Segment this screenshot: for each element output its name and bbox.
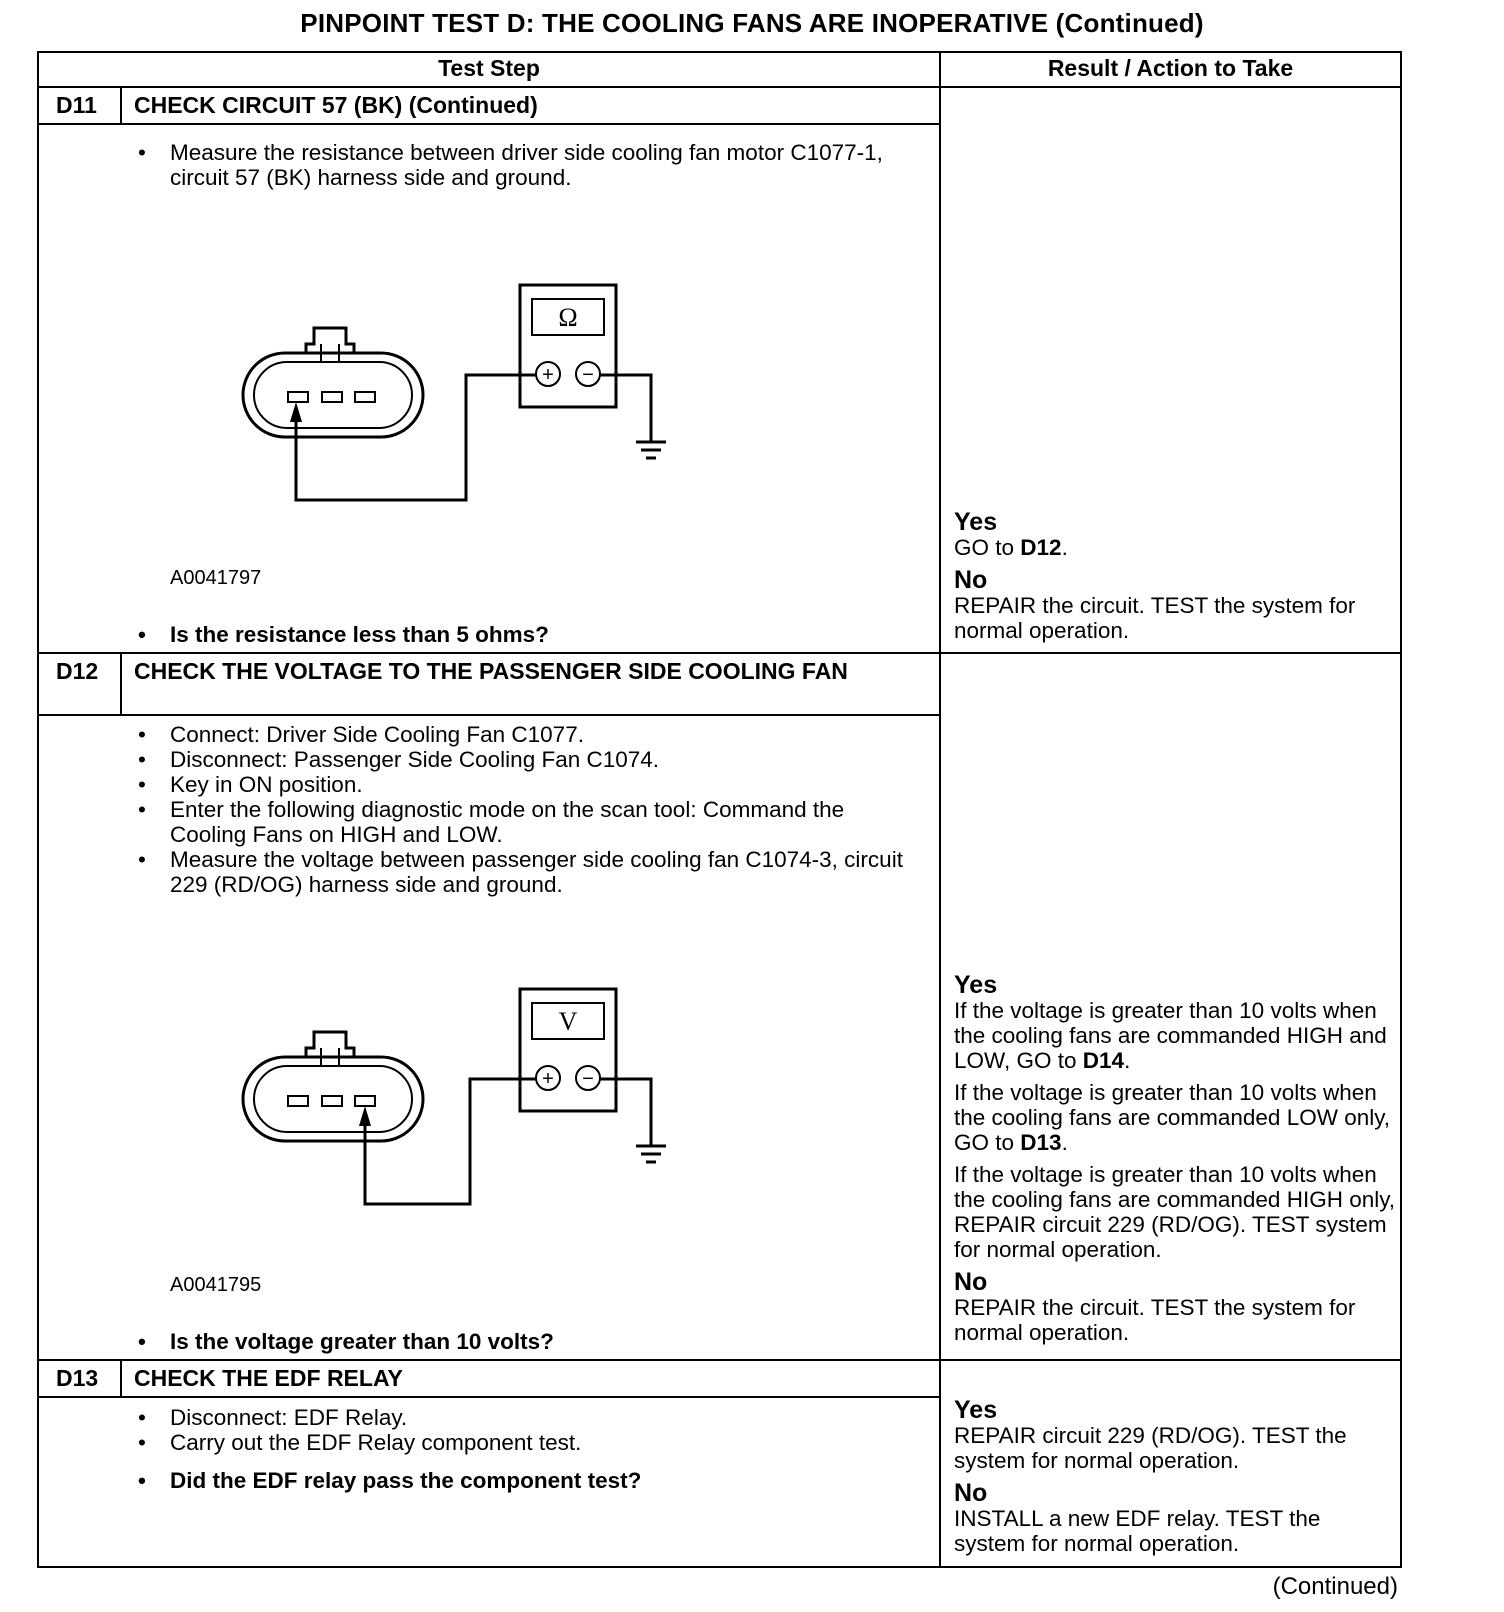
d12-step: • Connect: Driver Side Cooling Fan C1077. — [130, 722, 920, 747]
d11-ohmmeter-diagram — [240, 282, 680, 507]
d12-id-divider — [120, 652, 122, 716]
d12-yes-action-3: If the voltage is greater than 10 volts when the cooling fans are commanded HIGH only, REPAIR circuit 229 (RD/OG). TEST system for normal operation. — [954, 1162, 1396, 1262]
d11-result — [954, 509, 1394, 650]
d12-title-underline — [37, 714, 939, 716]
d11-yes-action: GO to D12. — [954, 535, 1068, 560]
d11-yes-label: Yes — [954, 508, 998, 536]
page-title: PINPOINT TEST D: THE COOLING FANS ARE INOPERATIVE (Continued) — [300, 8, 1204, 38]
d13-title-underline — [37, 1396, 939, 1398]
svg-text:+: + — [542, 364, 554, 386]
d11-id-divider — [120, 86, 122, 125]
d12-step-list — [130, 722, 920, 897]
d13-step: • Carry out the EDF Relay component test. — [130, 1430, 910, 1455]
d12-voltmeter-diagram — [240, 986, 680, 1211]
svg-text:−: − — [582, 1068, 594, 1090]
step-title-d13: CHECK THE EDF RELAY — [134, 1365, 403, 1391]
d11-no-label: No — [954, 566, 988, 594]
d11-question-list — [130, 622, 910, 647]
header-bottom-border — [37, 86, 1402, 88]
row-d12-bottom-border — [37, 1359, 1402, 1361]
continued-footer: (Continued) — [1272, 1573, 1398, 1600]
d13-step: • Disconnect: EDF Relay. — [130, 1405, 910, 1430]
d12-yes-action-1: If the voltage is greater than 10 volts when the cooling fans are commanded HIGH and LOW, GO to D14. — [954, 998, 1387, 1073]
step-id-d13: D13 — [56, 1365, 99, 1391]
table-bottom-border — [37, 1566, 1402, 1568]
figure-id-d12: A0041795 — [170, 1274, 262, 1296]
d13-no-action: INSTALL a new EDF relay. TEST the system for normal operation. — [954, 1506, 1321, 1556]
d12-step: • Disconnect: Passenger Side Cooling Fan C1074. — [130, 747, 920, 772]
svg-text:+: + — [542, 1068, 554, 1090]
d12-yes-action-2: If the voltage is greater than 10 volts when the cooling fans are commanded LOW only, GO to D13. — [954, 1080, 1391, 1155]
volt-symbol: V — [558, 1007, 578, 1036]
step-title-d11: CHECK CIRCUIT 57 (BK) (Continued) — [134, 92, 538, 118]
d12-step: • Enter the following diagnostic mode on the scan tool: Command the Cooling Fans on HIGH and LOW. — [130, 797, 920, 847]
d13-yes-action: REPAIR circuit 229 (RD/OG). TEST the system for normal operation. — [954, 1423, 1347, 1473]
d13-result — [954, 1397, 1394, 1563]
d13-id-divider — [120, 1359, 122, 1398]
header-test-step: Test Step — [438, 55, 540, 81]
step-title-d12: CHECK THE VOLTAGE TO THE PASSENGER SIDE COOLING FAN — [134, 658, 848, 684]
table-left-border — [37, 51, 39, 1568]
table-right-border — [1400, 51, 1402, 1568]
header-result: Result / Action to Take — [1047, 55, 1294, 81]
svg-text:−: − — [582, 364, 594, 386]
step-id-d11: D11 — [56, 92, 97, 118]
d12-result — [954, 972, 1400, 1352]
d12-yes-label: Yes — [954, 971, 998, 999]
d11-question: • Is the resistance less than 5 ohms? — [130, 622, 910, 647]
d11-step-list — [130, 140, 910, 190]
d11-no-action: REPAIR the circuit. TEST the system for normal operation. — [954, 593, 1356, 643]
d12-no-label: No — [954, 1268, 988, 1296]
d12-no-action: REPAIR the circuit. TEST the system for normal operation. — [954, 1295, 1356, 1345]
d13-step-list — [130, 1405, 910, 1455]
d12-step: • Key in ON position. — [130, 772, 920, 797]
d13-no-label: No — [954, 1479, 988, 1507]
d13-yes-label: Yes — [954, 1396, 998, 1424]
figure-id-d11: A0041797 — [170, 567, 262, 589]
ohm-symbol: Ω — [558, 303, 578, 332]
table-top-border — [37, 51, 1402, 53]
d11-title-underline — [37, 123, 939, 125]
d12-question: • Is the voltage greater than 10 volts? — [130, 1329, 910, 1354]
d13-question: • Did the EDF relay pass the component test? — [130, 1468, 910, 1493]
row-d11-bottom-border — [37, 652, 1402, 654]
d12-question-list — [130, 1329, 910, 1354]
d13-question-list — [130, 1468, 910, 1493]
column-divider — [939, 51, 941, 1568]
d11-step: • Measure the resistance between driver side cooling fan motor C1077-1, circuit 57 (BK) harness side and ground. — [130, 140, 910, 190]
step-id-d12: D12 — [56, 658, 99, 684]
d12-step: • Measure the voltage between passenger side cooling fan C1074-3, circuit 229 (RD/OG) harness side and ground. — [130, 847, 920, 897]
